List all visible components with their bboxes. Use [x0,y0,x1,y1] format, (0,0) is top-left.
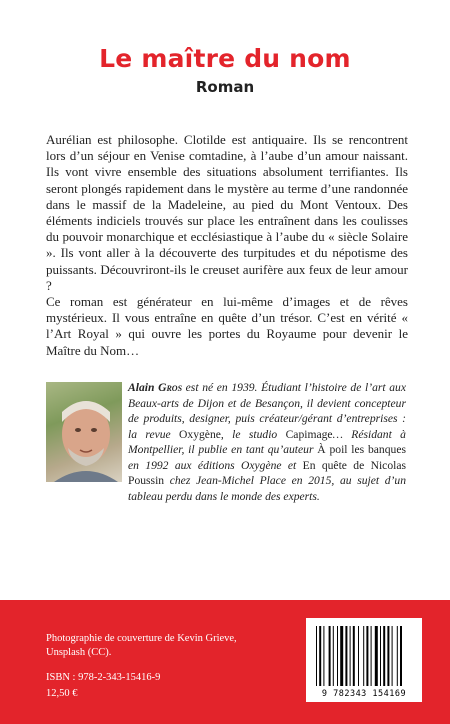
barcode-bars [314,626,414,686]
barcode-bar [350,626,351,686]
barcode-bar [397,626,398,686]
barcode-bar [400,626,402,686]
bio-text-h: En quête de Nicolas Poussin [128,458,407,487]
blurb-paragraph-2: Ce roman est générateur en lui-même d’images et de rêves mystérieux. Il vous entraîne en quête d’un trésor. C’est en vérité « l’Art Royal » qui ouvre les portes du Royaume pour devenir le Maître du Nom… [46,294,408,358]
barcode-bar [329,626,331,686]
barcode-bar [358,626,359,686]
barcode-bar [392,626,393,686]
barcode-bar [337,626,338,686]
bio-text-d: Capimage [285,427,333,441]
bio-text-c: , le studio [220,427,286,441]
barcode-bar [380,626,381,686]
barcode-bar [375,626,378,686]
photo-credit: Photographie de couverture de Kevin Grieve, Unsplash (CC). [46,633,237,658]
book-title: Le maître du nom [99,44,351,73]
bio-text-g: en 1992 aux éditions Oxygène et [128,458,303,472]
author-bio [128,380,406,504]
barcode-bar [383,626,385,686]
barcode-bar [387,626,389,686]
price: 12,50 € [46,688,78,699]
barcode-bar [363,626,364,686]
barcode-bar [319,626,321,686]
barcode-bar [366,626,368,686]
bio-text-f: À poil les banques [317,443,406,456]
barcode-bar [345,626,347,686]
bio-text-e: … Résidant à Montpellier, il publie en tant qu’auteur [128,427,406,456]
author-photo [46,382,122,482]
bio-text-b: Oxygène [179,427,221,441]
author-last-name: Gros [158,381,183,394]
bio-text-i: chez Jean-Michel Place en 2015, au sujet d’un tableau perdu dans le monde des experts. [128,474,406,503]
book-subtitle: Roman [195,78,255,96]
author-first-name: Alain [128,381,155,394]
barcode-bar [353,626,355,686]
barcode [306,618,422,702]
barcode-bar [340,626,343,686]
barcode-digits: 9 782343 154169 [321,689,407,699]
blurb-paragraph-1: Aurélian est philosophe. Clotilde est antiquaire. Ils se rencontrent lors d’un séjour en Venise comtadine, à l’aube d’un amour naissant. Ils vont vivre ensemble des situations absolument terrifiantes. Ils seront plongés rapidement dans le mystère au terme d’une randonnée dans le massif de la Madeleine, au pied du Mont Ventoux. Des éléments indiciels trouvés sur place les entraînent dans les coulisses du pouvoir monarchique et ecclésiastique à l’aube du « siècle Solaire ». Ils vont aller à la découverte des turpitudes et du népotisme des puissants. Découvriront-ils le creuset aurifère aux feux de leur amour ? [46,132,408,293]
barcode-bar [316,626,317,686]
bio-text-a: est né en 1939. Étudiant l’histoire de l’art aux Beaux-arts de Dijon et de Besançon, il devient concepteur de produits, designer, puis créateur/gérant d’entreprises : la revue [128,381,406,441]
isbn: ISBN : 978-2-343-15416-9 [46,672,161,683]
barcode-bar [323,626,324,686]
barcode-bar [333,626,334,686]
barcode-bar [371,626,372,686]
